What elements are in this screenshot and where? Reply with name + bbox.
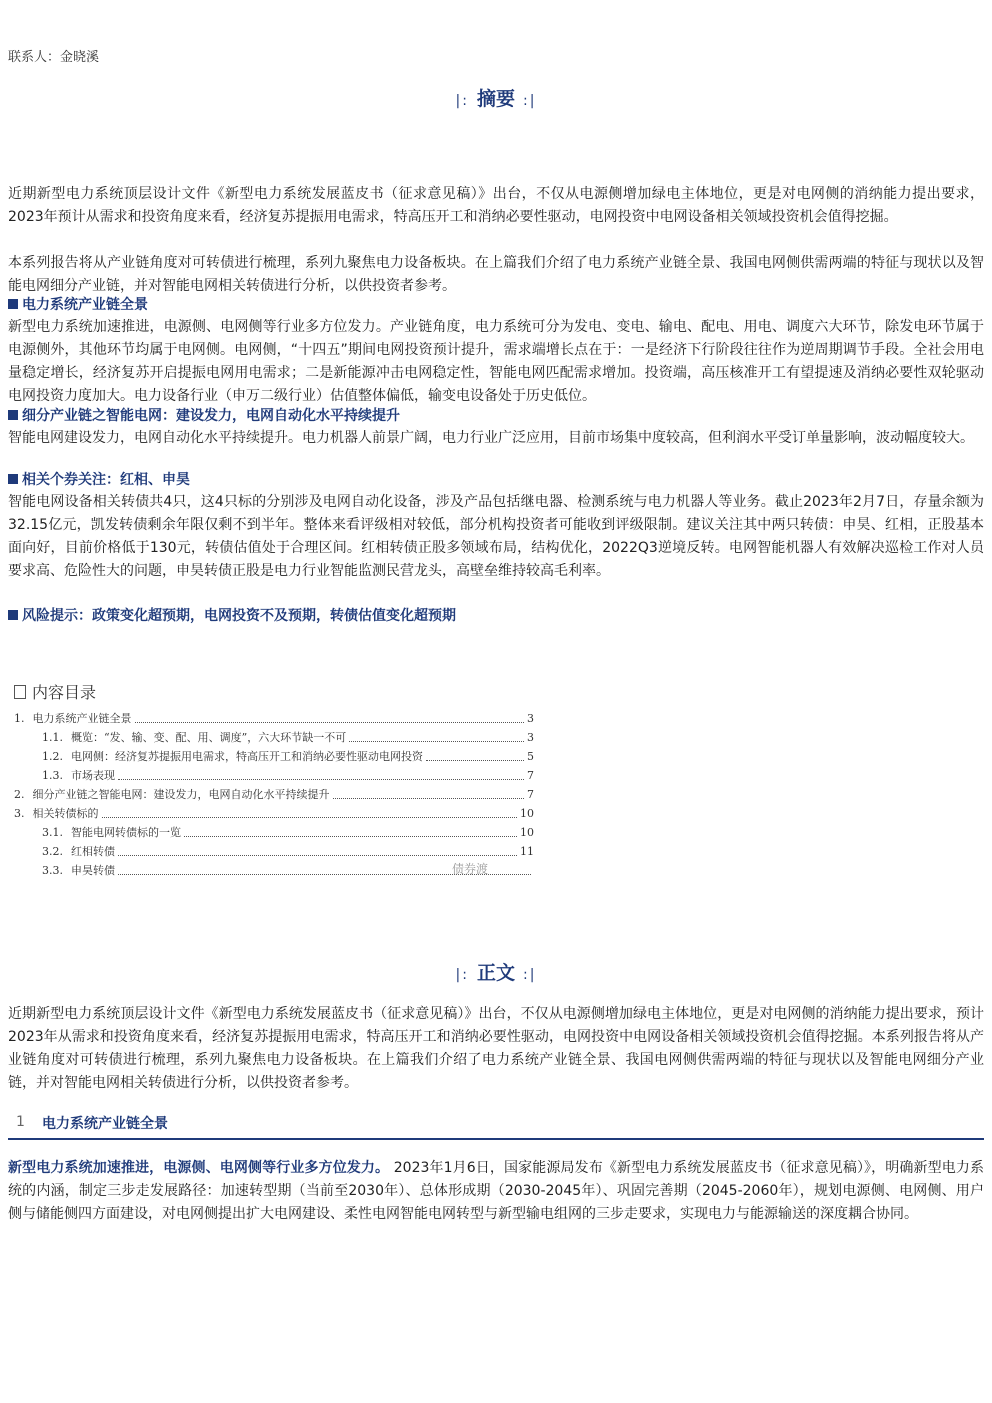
bullet-square-icon	[8, 610, 18, 620]
toc-item-text: 细分产业链之智能电网：建设发力，电网自动化水平持续提升	[32, 788, 330, 801]
heading-bar-left: |:	[455, 967, 469, 983]
heading-bar-right: :|	[523, 93, 537, 109]
toc-leader-dots	[118, 842, 517, 856]
toc-item-page: 11	[520, 845, 534, 858]
toc-item-text: 申昊转债	[71, 864, 115, 877]
section-lead: 新型电力系统加速推进，电源侧、电网侧等行业多方位发力。	[8, 1160, 390, 1176]
toc-item-page: 10	[520, 826, 534, 839]
toc-item[interactable]	[14, 823, 534, 842]
heading-bar-right: :|	[523, 967, 537, 983]
toc-item-page: 5	[527, 750, 534, 763]
toc-item-text: 红相转债	[71, 845, 115, 858]
toc-item-page: 7	[527, 788, 534, 801]
toc-item-number: 1.	[14, 712, 25, 725]
toc-item-number: 3.3.	[42, 864, 63, 877]
section-rule	[8, 1138, 984, 1140]
summary-subheading-1: 电力系统产业链全景	[8, 294, 148, 316]
toc-item-text: 智能电网转债标的一览	[71, 826, 181, 839]
toc-item-number: 1.3.	[42, 769, 63, 782]
toc-leader-dots	[349, 728, 524, 742]
section-paragraph	[8, 1157, 984, 1226]
body-title: 正文	[476, 962, 515, 984]
section-number: 1	[16, 1114, 25, 1130]
toc-title: 内容目录	[14, 680, 534, 703]
toc-item[interactable]	[14, 709, 534, 728]
toc-leader-dots	[118, 766, 524, 780]
toc-item[interactable]	[14, 804, 534, 823]
toc-item[interactable]	[14, 728, 534, 747]
summary-paragraph-5: 智能电网设备相关转债共4只，这4只标的分别涉及电网自动化设备，涉及产品包括继电器、检测系统与电力机器人等业务。截止2023年2月7日，存量余额为32.15亿元，凯发转债剩余年限仅剩不到半年。整体来看评级相对较低，部分机构投资者可能收到评级限制。建议关注其中两只转债：申昊、红相，正股基本面向好，目前价格低于130元，转债估值处于合理区间。红相转债正股多领域布局，结构优化，2022Q3逆境反转。电网智能机器人有效解决巡检工作对人员要求高、危险性大的问题，申昊转债正股是电力行业智能监测民营龙头，高壁垒维持较高毛利率。	[8, 494, 984, 579]
bullet-square-icon	[8, 410, 18, 420]
summary-paragraph-2: 本系列报告将从产业链角度对可转债进行梳理，系列九聚焦电力设备板块。在上篇我们介绍了电力系统产业链全景、我国电网侧供需两端的特征与现状以及智能电网细分产业链，并对智能电网相关转债进行分析，以供投资者参考。	[8, 255, 984, 294]
heading-bar-left: |:	[455, 93, 469, 109]
summary-title: 摘要	[476, 88, 515, 110]
toc-leader-dots	[333, 785, 525, 799]
bullet-square-icon	[8, 299, 18, 309]
summary-subheading-2: 细分产业链之智能电网：建设发力，电网自动化水平持续提升	[8, 405, 400, 427]
summary-subheading-3: 相关个券关注：红相、申昊	[8, 469, 190, 491]
toc-item[interactable]	[14, 747, 534, 766]
document-icon	[14, 685, 26, 699]
toc-item-number: 1.2.	[42, 750, 63, 763]
toc-item-number: 2.	[14, 788, 25, 801]
watermark: 债券渡	[452, 862, 489, 876]
toc-item-text: 相关转债标的	[32, 807, 99, 820]
risk-warning: 风险提示：政策变化超预期，电网投资不及预期，转债估值变化超预期	[8, 605, 456, 627]
toc-item[interactable]	[14, 785, 534, 804]
toc-item-number: 3.2.	[42, 845, 63, 858]
toc-item-number: 3.1.	[42, 826, 63, 839]
toc-item-text: 电力系统产业链全景	[32, 712, 132, 725]
table-of-contents	[14, 680, 534, 880]
summary-heading	[0, 84, 992, 111]
toc-leader-dots	[135, 709, 525, 723]
bullet-square-icon	[8, 474, 18, 484]
toc-item-number: 1.1.	[42, 731, 63, 744]
toc-item-text: 市场表现	[71, 769, 115, 782]
toc-item-page: 10	[520, 807, 534, 820]
toc-item[interactable]	[14, 842, 534, 861]
toc-leader-dots	[102, 804, 518, 818]
toc-item-number: 3.	[14, 807, 25, 820]
section-text: 2023年1月6日，国家能源局发布《新型电力系统发展蓝皮书（征求意见稿）》，明确新型电力系统的内涵，制定三步走发展路径：加速转型期（当前至2030年）、总体形成期（2030-2045年）、巩固完善期（2045-2060年），规划电源侧、电网侧、用户侧与储能侧四方面建设，对电网侧提出扩大电网建设、柔性电网智能电网转型与新型输电组网的三步走要求，实现电力与能源输送的深度耦合协同。	[8, 1160, 985, 1222]
toc-item-page: 3	[527, 712, 534, 725]
body-heading	[0, 958, 992, 985]
toc-leader-dots	[184, 823, 517, 837]
summary-paragraph-1: 近期新型电力系统顶层设计文件《新型电力系统发展蓝皮书（征求意见稿）》出台，不仅从电源侧增加绿电主体地位，更是对电网侧的消纳能力提出要求，2023年预计从需求和投资角度来看，经济复苏提振用电需求，特高压开工和消纳必要性驱动，电网投资中电网设备相关领域投资机会值得挖掘。	[8, 186, 984, 225]
toc-item-page: 3	[527, 731, 534, 744]
summary-paragraph-4: 智能电网建设发力，电网自动化水平持续提升。电力机器人前景广阔，电力行业广泛应用，目前市场集中度较高，但利润水平受订单量影响，波动幅度较大。	[8, 430, 974, 446]
toc-item-page: 7	[527, 769, 534, 782]
body-intro: 近期新型电力系统顶层设计文件《新型电力系统发展蓝皮书（征求意见稿）》出台，不仅从电源侧增加绿电主体地位，更是对电网侧的消纳能力提出要求，预计2023年从需求和投资角度来看，经济复苏提振用电需求，特高压开工和消纳必要性驱动，电网投资中电网设备相关领域投资机会值得挖掘。本系列报告将从产业链角度对可转债进行梳理，系列九聚焦电力设备板块。在上篇我们介绍了电力系统产业链全景、我国电网侧供需两端的特征与现状以及智能电网细分产业链，并对智能电网相关转债进行分析，以供投资者参考。	[8, 1006, 984, 1091]
toc-item-text: 概览：“发、输、变、配、用、调度”，六大环节缺一不可	[71, 731, 347, 744]
toc-item-text: 电网侧：经济复苏提振用电需求，特高压开工和消纳必要性驱动电网投资	[71, 750, 423, 763]
summary-paragraph-3: 新型电力系统加速推进，电源侧、电网侧等行业多方位发力。产业链角度，电力系统可分为发电、变电、输电、配电、用电、调度六大环节，除发电环节属于电源侧外，其他环节均属于电网侧。电网侧，“十四五”期间电网投资预计提升，需求端增长点在于：一是经济下行阶段往往作为逆周期调节手段。全社会用电量稳定增长，经济复苏开启提振电网用电需求；二是新能源冲击电网稳定性，智能电网匹配需求增加。投资端，高压核准开工有望提速及消纳必要性双轮驱动电网投资力度加大。电力设备行业（申万二级行业）估值整体偏低，输变电设备处于历史低位。	[8, 319, 984, 404]
section-title: 电力系统产业链全景	[42, 1116, 168, 1132]
toc-item[interactable]	[14, 766, 534, 785]
contact-person: 联系人：金晓溪	[8, 50, 100, 65]
toc-leader-dots	[426, 747, 524, 761]
